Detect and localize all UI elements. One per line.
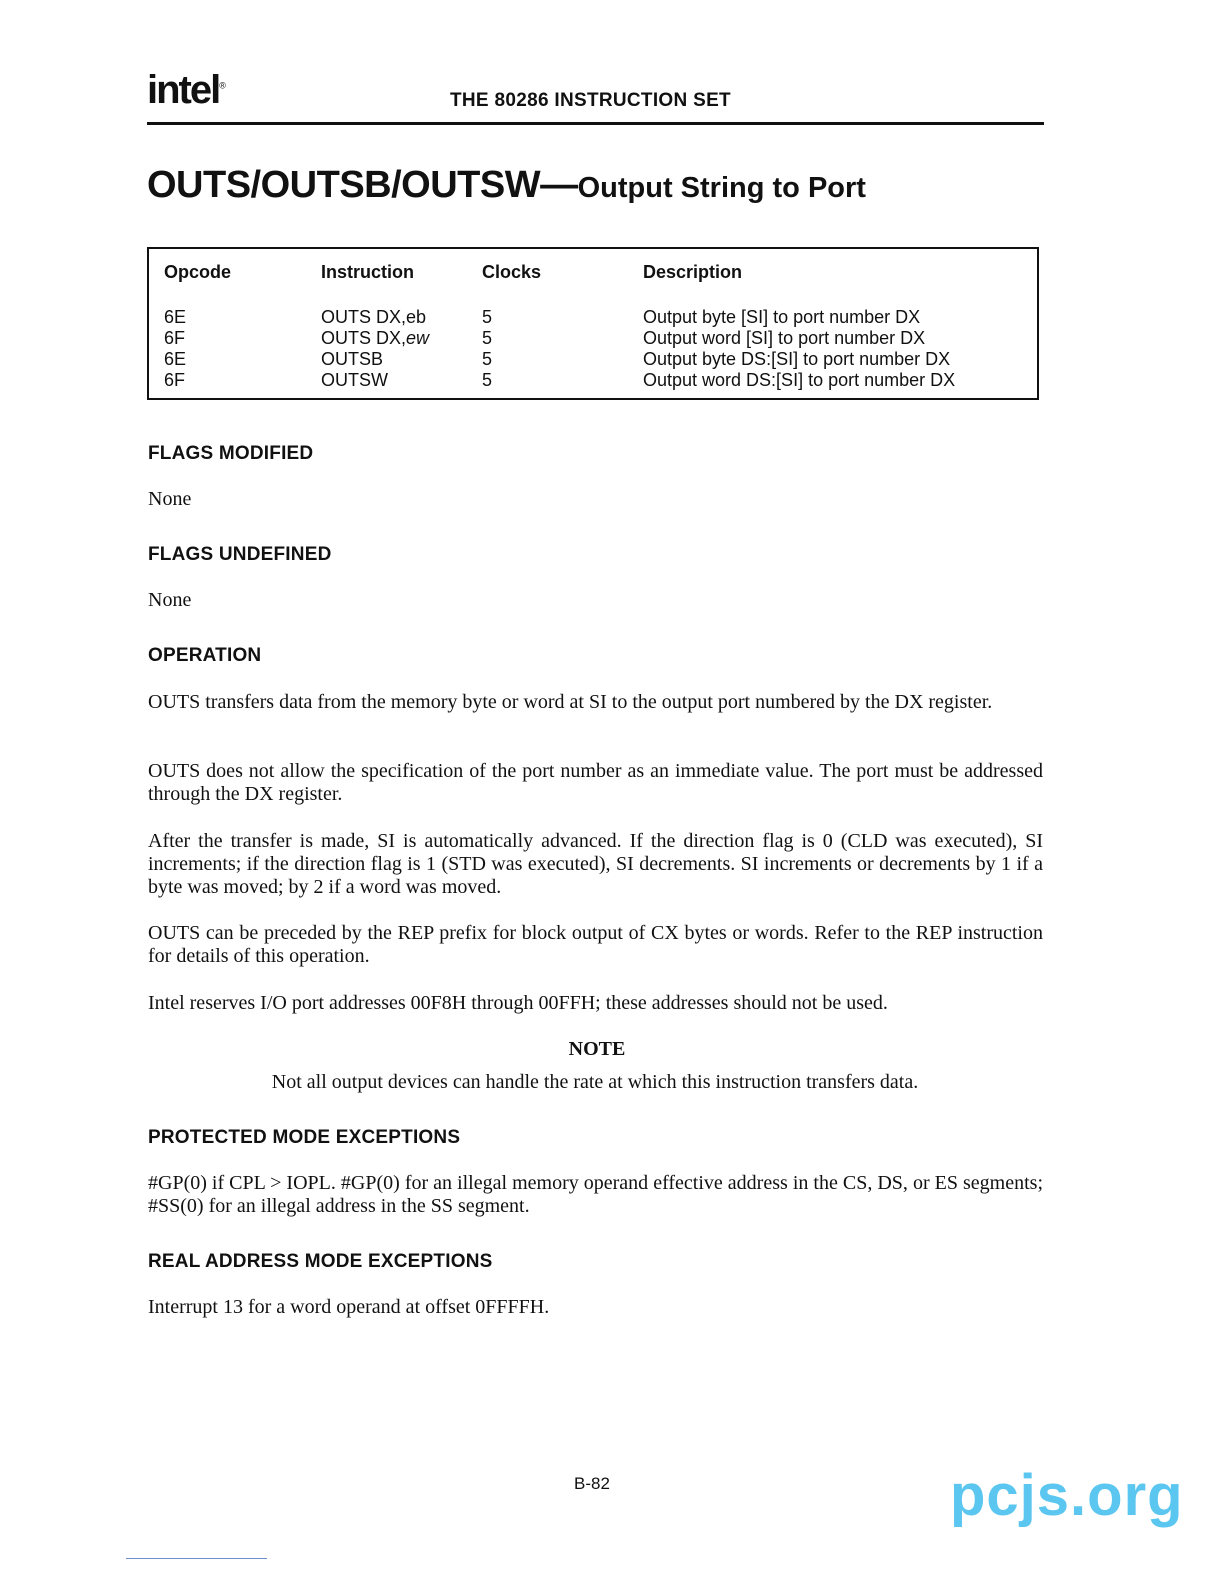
table-cell-clocks: 5 bbox=[482, 349, 493, 369]
operation-paragraph: Intel reserves I/O port addresses 00F8H through 00FFH; these addresses should not be used. bbox=[148, 992, 888, 1014]
flags-undefined-text: None bbox=[148, 589, 192, 611]
operation-paragraph: OUTS can be preceded by the REP prefix for block output of CX bytes or words. Refer to the REP instruction for details of this operation. bbox=[148, 922, 1043, 967]
registered-mark: ® bbox=[219, 80, 226, 91]
table-cell-description: Output byte DS:[SI] to port number DX bbox=[643, 349, 951, 369]
operation-heading: OPERATION bbox=[148, 645, 262, 666]
table-header-instruction: Instruction bbox=[321, 262, 414, 282]
pcjs-watermark: pcjs.org bbox=[950, 1463, 1184, 1528]
real-mode-text: Interrupt 13 for a word operand at offset 0FFFFH. bbox=[148, 1296, 550, 1318]
table-cell-opcode: 6F bbox=[164, 370, 186, 390]
table-header-description: Description bbox=[643, 262, 743, 282]
instruction-text: OUTS DX, bbox=[321, 328, 407, 348]
operation-paragraph: After the transfer is made, SI is automatically advanced. If the direction flag is 0 (CLD was executed), SI increments; if the direction flag is 1 (STD was executed), SI decrements. SI increments or decrements by 1 if a byte was moved; by 2 if a word was moved. bbox=[148, 830, 1043, 898]
protected-mode-text: #GP(0) if CPL > IOPL. #GP(0) for an illegal memory operand effective address in the CS, DS, or ES segments; #SS(0) for an illegal address in the SS segment. bbox=[148, 1172, 1043, 1217]
table-cell-opcode: 6E bbox=[164, 349, 187, 369]
operation-paragraph: OUTS transfers data from the memory byte or word at SI to the output port numbered by the DX register. bbox=[148, 691, 993, 713]
table-cell-description: Output word [SI] to port number DX bbox=[643, 328, 926, 348]
page-title-subtitle: Output String to Port bbox=[577, 172, 866, 204]
table-cell-clocks: 5 bbox=[482, 307, 493, 327]
page-title-dash: — bbox=[540, 164, 578, 206]
table-cell-opcode: 6E bbox=[164, 307, 187, 327]
intel-logo: intel® bbox=[147, 68, 226, 112]
flags-modified-heading: FLAGS MODIFIED bbox=[148, 443, 314, 464]
table-cell-instruction: OUTSB bbox=[321, 349, 384, 369]
page-number: B-82 bbox=[574, 1474, 610, 1493]
flags-undefined-heading: FLAGS UNDEFINED bbox=[148, 544, 332, 565]
table-cell-clocks: 5 bbox=[482, 370, 493, 390]
table-cell-instruction: OUTSW bbox=[321, 370, 388, 390]
real-mode-heading: REAL ADDRESS MODE EXCEPTIONS bbox=[148, 1251, 493, 1272]
table-cell-opcode: 6F bbox=[164, 328, 186, 348]
note-title: NOTE bbox=[568, 1038, 626, 1060]
table-cell-instruction: OUTS DX,eb bbox=[321, 307, 427, 327]
protected-mode-heading: PROTECTED MODE EXCEPTIONS bbox=[148, 1127, 461, 1148]
operation-paragraph: OUTS does not allow the specification of the port number as an immediate value. The port must be addressed through the DX register. bbox=[148, 760, 1043, 805]
note-text: Not all output devices can handle the rate at which this instruction transfers data. bbox=[271, 1071, 919, 1093]
page-title bbox=[147, 164, 866, 207]
table-cell-description: Output word DS:[SI] to port number DX bbox=[643, 370, 956, 390]
table-cell-description: Output byte [SI] to port number DX bbox=[643, 307, 921, 327]
page-title-mnemonics: OUTS/OUTSB/OUTSW bbox=[147, 164, 541, 206]
flags-modified-text: None bbox=[148, 488, 192, 510]
instruction-operand-italic: ew bbox=[406, 328, 430, 348]
table-header-opcode: Opcode bbox=[164, 262, 232, 282]
header-rule bbox=[147, 122, 1044, 125]
running-header: THE 80286 INSTRUCTION SET bbox=[450, 90, 731, 111]
footer-line bbox=[126, 1558, 267, 1559]
table-cell-instruction bbox=[321, 328, 429, 349]
table-cell-clocks: 5 bbox=[482, 328, 493, 348]
table-header-clocks: Clocks bbox=[482, 262, 542, 282]
opcode-table bbox=[147, 247, 1039, 400]
